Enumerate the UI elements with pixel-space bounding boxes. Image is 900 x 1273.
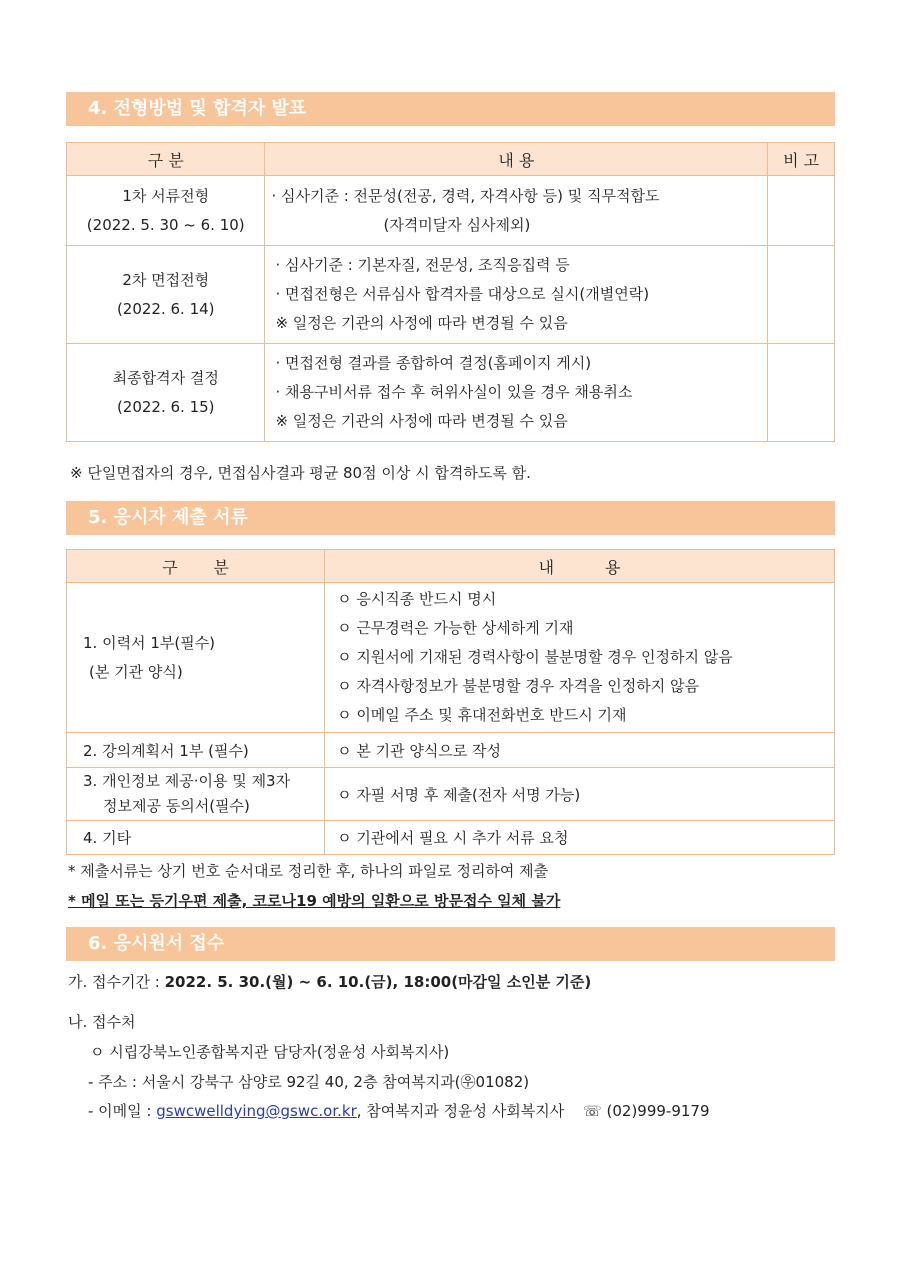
header-category: 구 분: [67, 550, 325, 583]
email-link[interactable]: gswcwelldying@gswc.or.kr: [156, 1102, 357, 1120]
row-remarks: [768, 176, 835, 246]
row-content: ㅇ 본 기관 양식으로 작성: [325, 733, 835, 768]
header-remarks: 비 고: [768, 143, 835, 176]
row-label: 4. 기타: [67, 821, 325, 855]
row-remarks: [768, 246, 835, 344]
application-period: [68, 971, 591, 992]
row-label: 2차 면접전형 (2022. 6. 14): [67, 246, 265, 344]
email-suffix: , 참여복지과 정윤성 사회복지사: [356, 1102, 565, 1120]
place-name: ㅇ 시립강북노인종합복지관 담당자(정윤성 사회복지사): [90, 1043, 450, 1061]
row-label: 최종합격자 결정 (2022. 6. 15): [67, 344, 265, 442]
section-5-note-1: * 제출서류는 상기 번호 순서대로 정리한 후, 하나의 파일로 정리하여 제출: [68, 862, 549, 880]
header-content: 내 용: [325, 550, 835, 583]
email-label: - 이메일 :: [88, 1102, 157, 1120]
row-label: 1. 이력서 1부(필수) (본 기관 양식): [67, 583, 325, 733]
email-line: [88, 1100, 710, 1121]
address: - 주소 : 서울시 강북구 삼양로 92길 40, 2층 참여복지과(㉾01082): [88, 1073, 530, 1091]
table-row: [67, 821, 835, 855]
row-remarks: [768, 344, 835, 442]
header-content: 내 용: [265, 143, 768, 176]
header-category: 구 분: [67, 143, 265, 176]
row-label: 2. 강의계획서 1부 (필수): [67, 733, 325, 768]
table-row: [67, 733, 835, 768]
table-row: [67, 344, 835, 442]
table-row: [67, 583, 835, 733]
period-value: 2022. 5. 30.(월) ~ 6. 10.(금), 18:00(마감일 소인분 기준): [164, 973, 592, 991]
place-label: 나. 접수처: [68, 1013, 136, 1031]
row-content: · 면접전형 결과를 종합하여 결정(홈페이지 게시) · 채용구비서류 접수 후 허위사실이 있을 경우 채용취소 ※ 일정은 기관의 사정에 따라 변경될 수 있음: [265, 344, 768, 442]
row-label: 1차 서류전형 (2022. 5. 30 ~ 6. 10): [67, 176, 265, 246]
table-row: [67, 246, 835, 344]
selection-method-table: [66, 142, 835, 442]
table-row: [67, 768, 835, 821]
phone: ☏ (02)999-9179: [582, 1102, 710, 1120]
row-content: · 심사기준 : 기본자질, 전문성, 조직응집력 등 · 면접전형은 서류심사 합격자를 대상으로 실시(개별연락) ※ 일정은 기관의 사정에 따라 변경될 수 있음: [265, 246, 768, 344]
row-content: ㅇ 기관에서 필요 시 추가 서류 요청: [325, 821, 835, 855]
row-content: ㅇ 자필 서명 후 제출(전자 서명 가능): [325, 768, 835, 821]
section-5-title: 5. 응시자 제출 서류: [66, 501, 835, 535]
section-5-note-2: * 메일 또는 등기우편 제출, 코로나19 예방의 일환으로 방문접수 일체 불가: [68, 892, 561, 910]
section-4-title: 4. 전형방법 및 합격자 발표: [66, 92, 835, 126]
row-content: ㅇ 응시직종 반드시 명시 ㅇ 근무경력은 가능한 상세하게 기재 ㅇ 지원서에 기재된 경력사항이 불분명할 경우 인정하지 않음 ㅇ 자격사항정보가 불분명할 경우 자격을 인정하지 않음 ㅇ 이메일 주소 및 휴대전화번호 반드시 기재: [325, 583, 835, 733]
row-content: · 심사기준 : 전문성(전공, 경력, 자격사항 등) 및 직무적합도 (자격미달자 심사제외): [265, 176, 768, 246]
section-4-note: ※ 단일면접자의 경우, 면접심사결과 평균 80점 이상 시 합격하도록 함.: [70, 464, 531, 482]
documents-table: [66, 549, 835, 855]
table-row: [67, 176, 835, 246]
section-6-title: 6. 응시원서 접수: [66, 927, 835, 961]
row-label: 3. 개인정보 제공·이용 및 제3자 정보제공 동의서(필수): [67, 768, 325, 821]
period-label: 가. 접수기간 :: [68, 973, 165, 991]
